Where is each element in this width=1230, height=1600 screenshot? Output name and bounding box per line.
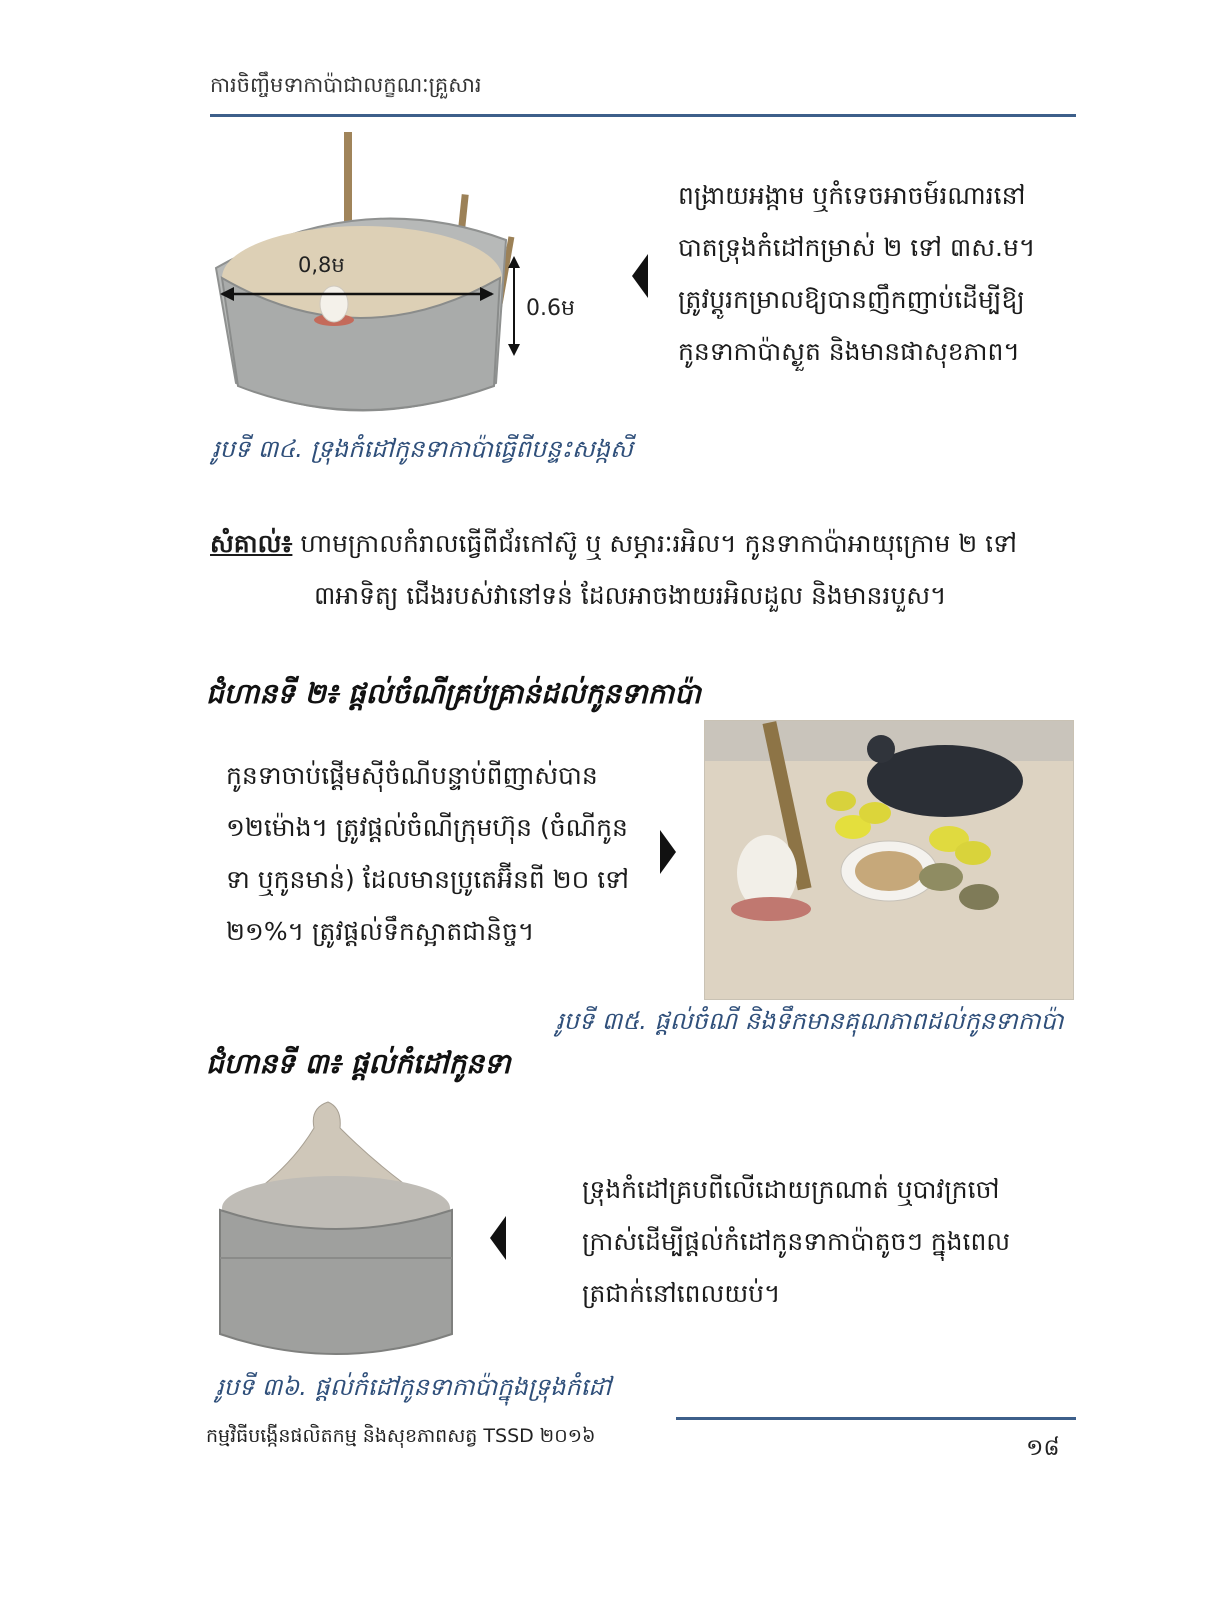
running-header: ការចិញ្ចឹមទាកាប៉ាជាលក្ខណៈគ្រួសារ — [210, 73, 482, 97]
note-block — [210, 518, 1076, 622]
mother-duck-head — [867, 735, 895, 763]
covered-enclosure-illustration — [210, 1098, 456, 1368]
page-number: ១៨ — [1026, 1435, 1060, 1461]
metal-wall — [220, 1210, 452, 1354]
duckling — [919, 863, 963, 891]
duckling — [859, 802, 891, 824]
width-label: 0,8ម — [298, 253, 345, 277]
figure-36-caption: រូបទី ៣៦. ផ្តល់កំដៅកូនទាកាប៉ាក្នុងទ្រុងកំដៅ — [216, 1373, 612, 1401]
figure-34-caption: រូបទី ៣៤. ទ្រុងកំដៅកូនទាកាប៉ាធ្វើពីបន្ទះសង្កសី — [212, 435, 633, 463]
duckling — [826, 791, 856, 811]
note-text: ហាមក្រាលកំរាលធ្វើពីជ័រកៅស៊ូ ឬ សម្ភារៈរអិល។ កូនទាកាប៉ាអាយុក្រោម ២ ទៅ — [292, 529, 1017, 558]
text-line: ទ្រុងកំដៅគ្របពីលើដោយក្រណាត់ ឬបាវក្រចៅ — [582, 1175, 1000, 1204]
note-line-1 — [210, 518, 1076, 570]
water-drinker-base — [731, 897, 811, 921]
footer-divider — [676, 1417, 1076, 1420]
step-2-heading: ជំហានទី ២៖ ផ្តល់ចំណីគ្រប់គ្រាន់ដល់កូនទាកាប៉ា — [206, 677, 701, 710]
ducklings-feeding-illustration — [705, 721, 1073, 999]
feed — [855, 851, 923, 891]
text-line: ត្រជាក់នៅពេលយប់។ — [582, 1279, 781, 1308]
text-line: បាតទ្រុងកំដៅកម្រាស់ ២ ទៅ ៣ស.ម។ — [678, 233, 1036, 262]
header-divider — [210, 114, 1076, 117]
pointer-left-icon — [632, 254, 648, 298]
text-line: ពង្រាយអង្កាម ឬកំទេចអាចម៍រណារនៅ — [678, 181, 1026, 210]
figure-34-photo — [210, 128, 530, 428]
text-line: ត្រូវប្តូរកម្រាលឱ្យបានញឹកញាប់ដើម្បីឱ្យ — [678, 285, 1025, 314]
duckling — [959, 884, 999, 910]
pointer-right-icon — [660, 830, 676, 874]
figure-36-photo — [210, 1098, 456, 1368]
figure-35-caption: រូបទី ៣៥. ផ្តល់ចំណី និងទឹកមានគុណភាពដល់កូនទាកាប៉ា — [556, 1007, 1064, 1035]
water-drinker — [320, 286, 348, 322]
pointer-left-icon — [490, 1216, 506, 1260]
duckling — [955, 841, 991, 865]
figure-34-text — [678, 170, 1078, 378]
text-line: ២១%។ ត្រូវផ្តល់ទឹកស្អាតជានិច្ច។ — [226, 917, 535, 946]
footer-text: កម្មវិធីបង្កើនផលិតកម្ម និងសុខភាពសត្វ TSSD ២០១៦ — [206, 1425, 596, 1447]
step-3-heading: ជំហានទី ៣៖ ផ្តល់កំដៅកូនទា — [206, 1047, 511, 1080]
note-line-2: ៣អាទិត្យ ជើងរបស់វានៅទន់ ដែលអាចងាយរអិលដួល និងមានរបួស។ — [314, 581, 947, 610]
note-label: សំគាល់៖ — [210, 529, 293, 558]
text-line: ១២ម៉ោង។ ត្រូវផ្តល់ចំណីក្រុមហ៊ុន (ចំណីកូន — [226, 813, 628, 842]
text-line: ក្រាស់ដើម្បីផ្តល់កំដៅកូនទាកាប៉ាតូចៗ ក្នុងពេល — [582, 1227, 1011, 1256]
text-line: កូនទាចាប់ផ្តើមស៊ីចំណីបន្ទាប់ពីញាស់បាន — [226, 761, 598, 790]
figure-35-photo — [704, 720, 1074, 1000]
text-line: កូនទាកាប៉ាស្ងួត និងមានផាសុខភាព។ — [678, 337, 1020, 366]
step-2-text — [226, 750, 666, 958]
height-label: 0.6ម — [526, 296, 575, 321]
step-3-text — [582, 1164, 1052, 1320]
text-line: ទា ឬកូនមាន់) ដែលមានប្រូតេអ៊ីនពី ២០ ទៅ — [226, 865, 629, 894]
arrow-head — [508, 344, 520, 356]
heating-enclosure-illustration — [210, 128, 530, 428]
